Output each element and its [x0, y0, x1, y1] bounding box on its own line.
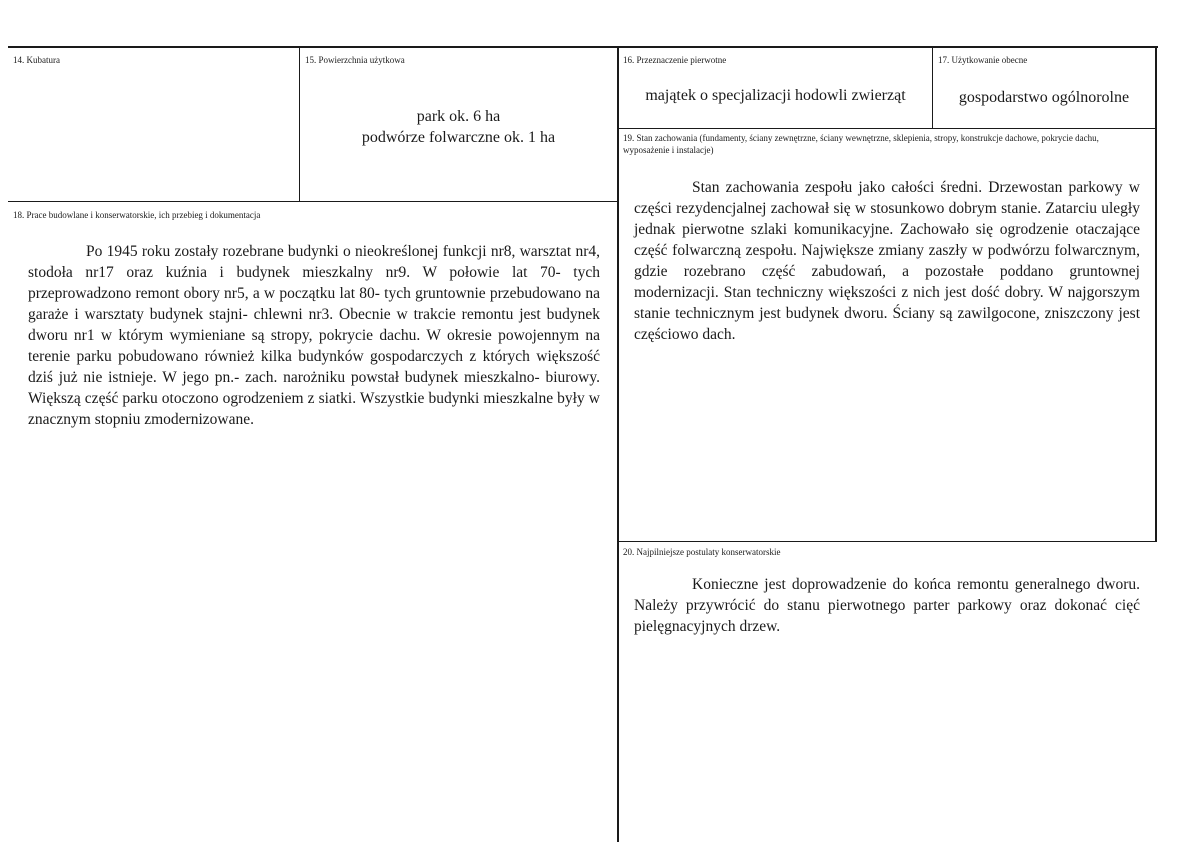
field-14-label: 14. Kubatura [13, 55, 60, 65]
field-18-text-block [28, 241, 600, 430]
field-20-label: 20. Najpilniejsze postulaty konserwatorskie [623, 547, 781, 557]
field-19-text: Stan zachowania zespołu jako całości średni. Drzewostan parkowy w części rezydencjalnej zachował się w stosunkowo dobrym stanie. Zatarciu uległy jednak pierwotne szlaki komunikacyjne. Zachowało się ogrodzenie otaczające część folwarczną zespołu. Największe zmiany zaszły w podwórzu folwarcznym, gdzie rozebrano część zabudowań, a pozostałe poddano gruntownej modernizacji. Stan techniczny większości z nich jest dość dobry. W najgorszym stanie technicznym jest budynek dworu. Ściany są zawilgocone, zniszczony jest częściowo dach. [634, 179, 1140, 343]
top-border [8, 46, 1158, 48]
right-border [1155, 47, 1157, 542]
field-15-value-courtyard: podwórze folwarczne ok. 1 ha [361, 129, 556, 146]
field-18-text: Po 1945 roku zostały rozebrane budynki o nieokreślonej funkcji nr8, warsztat nr4, stodoła nr17 oraz kuźnia i budynek mieszkalny nr9. W połowie lat 70- tych przeprowadzono remont obory nr5, a w początku lat 80- tych gruntownie przebudowano na garaże i warsztaty budynek stajni- chlewni nr3. Obecnie w trakcie remontu jest budynek dworu nr1 w którym wymieniane są stropy, pokrycie dachu. W okresie powojennym na terenie parku pobudowano również kilka budynków gospodarczych z których większość dziś już nie istnieje. W jego pn.- zach. narożniku powstał budynek mieszkalno- biurowy. Większą część parku otoczono ogrodzeniem z siatki. Wszystkie budynki mieszkalne były w znacznym stopniu zmodernizowane. [28, 243, 600, 428]
field-16-label: 16. Przeznaczenie pierwotne [623, 55, 727, 65]
field-17-value: gospodarstwo ogólnorolne [958, 89, 1130, 106]
rule-above-18 [8, 201, 618, 202]
main-vertical-divider [617, 47, 619, 842]
field-20-text: Konieczne jest doprowadzenie do końca remontu generalnego dworu. Należy przywrócić do stanu pierwotnego parter parkowy oraz dokonać cięć pielęgnacyjnych drzew. [634, 576, 1140, 635]
field-16-value: majątek o specjalizacji hodowli zwierząt [645, 87, 906, 104]
field-15-label: 15. Powierzchnia użytkowa [305, 55, 405, 65]
field-20-text-block [634, 574, 1140, 637]
rule-above-19 [618, 128, 1156, 129]
field-19-label: 19. Stan zachowania (fundamenty, ściany zewnętrzne, ściany wewnętrzne, sklepienia, stropy, konstrukcje dachowe, pokrycie dachu, wyposażenie i instalacje) [623, 133, 1099, 155]
field-18-label: 18. Prace budowlane i konserwatorskie, ich przebieg i dokumentacja [13, 210, 261, 220]
field-15-value-park: park ok. 6 ha [416, 108, 501, 125]
field-19-text-block [634, 177, 1140, 345]
rule-above-20 [618, 541, 1156, 542]
field-17-label: 17. Użytkowanie obecne [938, 55, 1028, 65]
